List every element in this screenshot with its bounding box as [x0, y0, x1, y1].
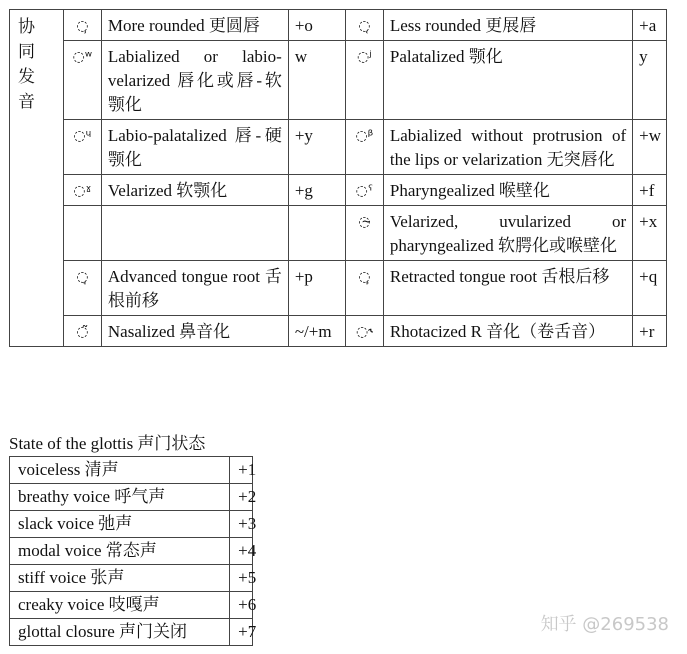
diacritic-symbol: ◌˞: [345, 316, 383, 347]
table-row: [10, 41, 667, 120]
glottis-state-label: modal voice 常态声: [10, 538, 230, 565]
table-row: [10, 175, 667, 206]
glottis-state-label: stiff voice 张声: [10, 565, 230, 592]
diacritic-description: Labialized without protrusion of the lips or velarization 无突唇化: [383, 120, 632, 175]
glottis-state-label: glottal closure 声门关闭: [10, 619, 230, 646]
glottis-state-label: creaky voice 吱嘎声: [10, 592, 230, 619]
diacritic-code: +g: [288, 175, 345, 206]
diacritic-code: +o: [288, 10, 345, 41]
glottis-state-code: +1: [230, 457, 253, 484]
table-row: [10, 538, 253, 565]
diacritic-code: +w: [633, 120, 667, 175]
diacritic-description: More rounded 更圆唇: [101, 10, 288, 41]
table-row: [10, 10, 667, 41]
table-row: [10, 511, 253, 538]
glottis-state-label: slack voice 弛声: [10, 511, 230, 538]
vertical-label-char: 音: [18, 92, 35, 111]
diacritic-code: +x: [633, 206, 667, 261]
diacritic-code: +f: [633, 175, 667, 206]
diacritic-symbol: ◌ʲ: [345, 41, 383, 120]
diacritic-symbol: ◌ᶣ: [63, 120, 101, 175]
diacritic-code: ~/+m: [288, 316, 345, 347]
glottis-state-label: breathy voice 呼气声: [10, 484, 230, 511]
diacritic-description: Labio-palatalized 唇-硬颚化: [101, 120, 288, 175]
diacritic-description: Velarized 软颚化: [101, 175, 288, 206]
diacritic-description: [101, 206, 288, 261]
coarticulation-vertical-label: [10, 10, 64, 347]
vertical-label-char: 同: [18, 42, 35, 61]
diacritic-symbol: ◌̴: [345, 206, 383, 261]
table-row: [10, 484, 253, 511]
diacritic-symbol: ◌̘: [63, 261, 101, 316]
table-row: [10, 206, 667, 261]
diacritic-code: +p: [288, 261, 345, 316]
diacritic-symbol: ◌̃: [63, 316, 101, 347]
table-row: [10, 261, 667, 316]
glottis-table: [9, 456, 257, 646]
diacritic-description: Pharyngealized 喉壁化: [383, 175, 632, 206]
diacritic-code: +y: [288, 120, 345, 175]
vertical-label-char: 协: [18, 17, 35, 36]
table-row: [10, 619, 253, 646]
table-row: [10, 316, 667, 347]
glottis-state-code: +2: [230, 484, 253, 511]
glottis-table-caption: State of the glottis 声门状态: [9, 434, 206, 453]
table-row: [10, 120, 667, 175]
diacritic-description: Nasalized 鼻音化: [101, 316, 288, 347]
diacritic-description: Velarized, uvularized or pharyngealized 软腭化或喉壁化: [383, 206, 632, 261]
diacritic-symbol: ◌̜: [345, 10, 383, 41]
glottis-state-label: voiceless 清声: [10, 457, 230, 484]
coarticulation-table: [9, 9, 667, 347]
diacritic-description: Advanced tongue root 舌根前移: [101, 261, 288, 316]
diacritic-code: +r: [633, 316, 667, 347]
coarticulation-table-body: [10, 10, 667, 347]
diacritic-symbol: ◌ᵝ: [345, 120, 383, 175]
glottis-state-code: +7: [230, 619, 253, 646]
diacritic-code: [288, 206, 345, 261]
diacritic-code: +a: [633, 10, 667, 41]
diacritic-symbol: [63, 206, 101, 261]
diacritic-code: +q: [633, 261, 667, 316]
table-row: [10, 457, 253, 484]
diacritic-code: w: [288, 41, 345, 120]
diacritic-symbol: ◌ˤ: [345, 175, 383, 206]
watermark: 知乎 @269538: [540, 614, 669, 635]
diacritic-symbol: ◌ˠ: [63, 175, 101, 206]
diacritic-description: Retracted tongue root 舌根后移: [383, 261, 632, 316]
vertical-label-char: 发: [18, 67, 35, 86]
table-row: [10, 592, 253, 619]
diacritic-description: Labialized or labio-velarized 唇化或唇-软颚化: [101, 41, 288, 120]
diacritic-symbol: ◌̹: [63, 10, 101, 41]
diacritic-code: y: [633, 41, 667, 120]
diacritic-symbol: ◌̙: [345, 261, 383, 316]
glottis-state-code: +4: [230, 538, 253, 565]
diacritic-description: Rhotacized R 音化（卷舌音）: [383, 316, 632, 347]
diacritic-symbol: ◌ʷ: [63, 41, 101, 120]
glottis-state-code: +5: [230, 565, 253, 592]
glottis-state-code: +3: [230, 511, 253, 538]
diacritic-description: Palatalized 颚化: [383, 41, 632, 120]
glottis-state-code: +6: [230, 592, 253, 619]
diacritic-description: Less rounded 更展唇: [383, 10, 632, 41]
table-row: [10, 565, 253, 592]
